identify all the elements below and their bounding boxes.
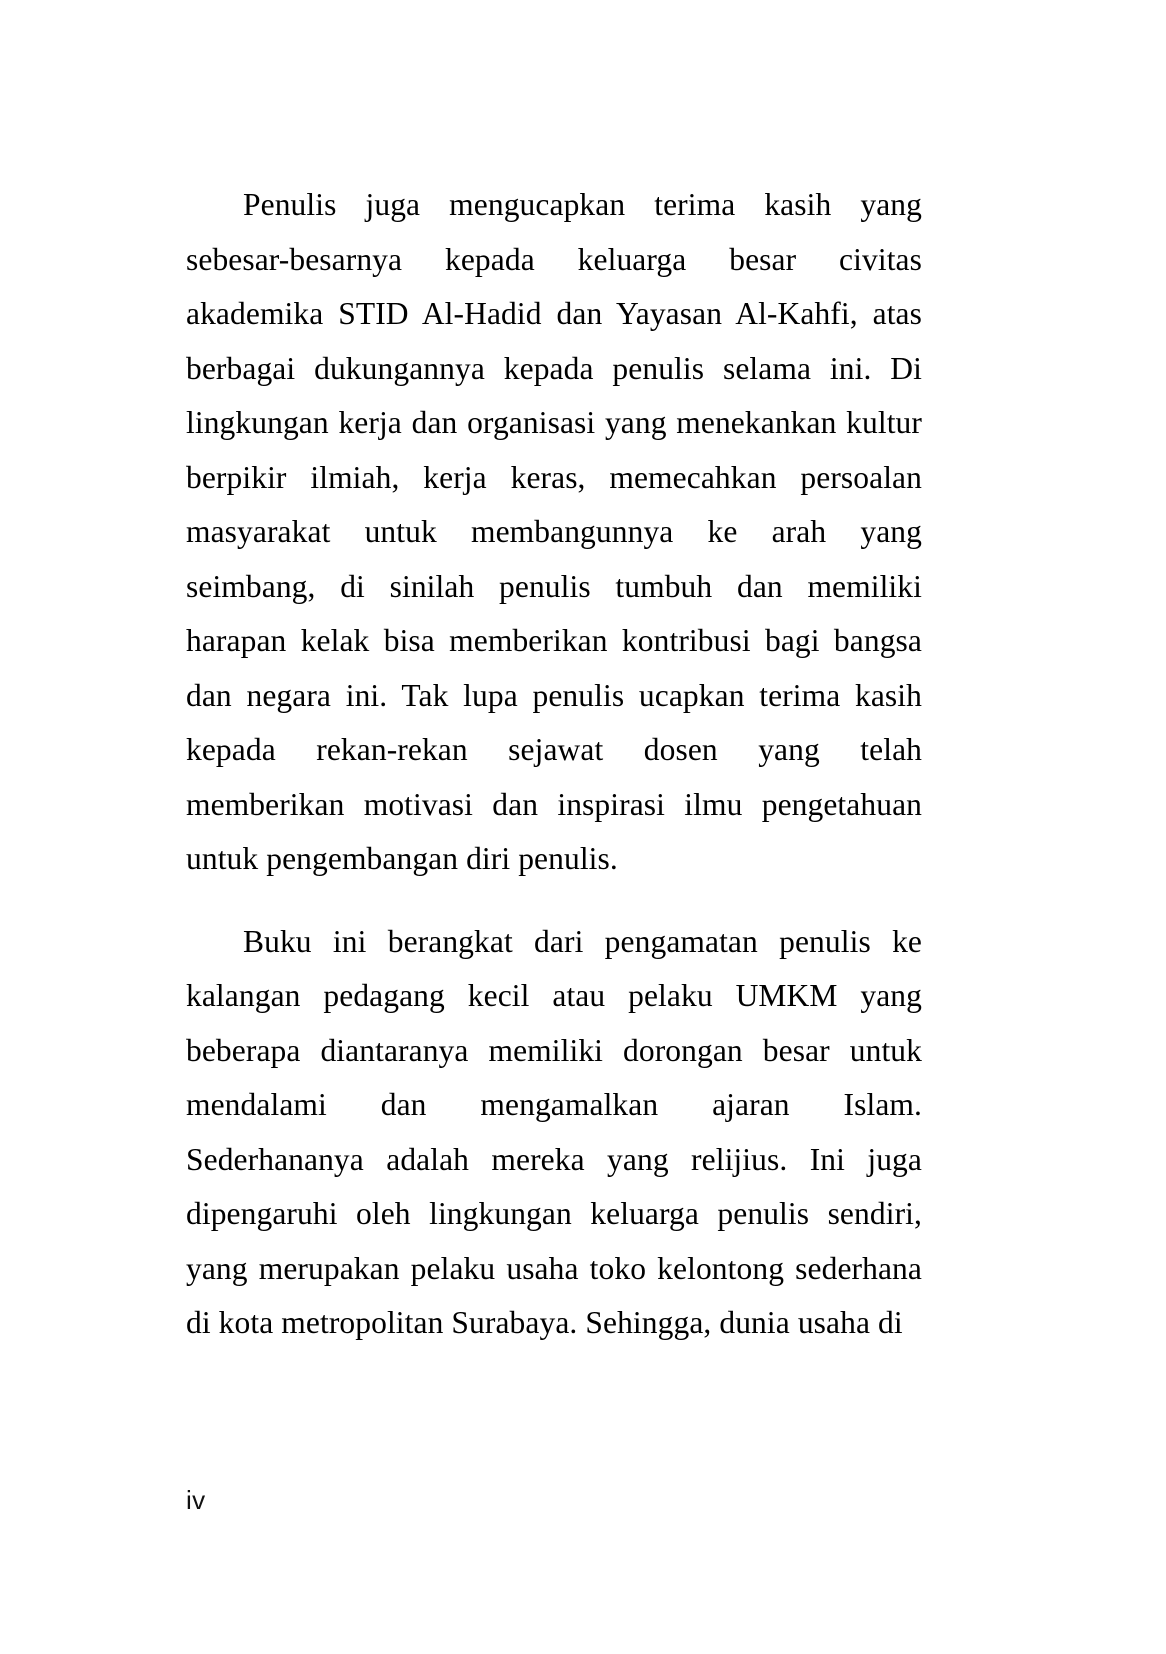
page-text-body xyxy=(186,178,922,1351)
body-paragraph: Penulis juga mengucapkan terima kasih yang sebesar-besarnya kepada keluarga besar civitas akademika STID Al-Hadid dan Yayasan Al-Kahfi, atas berbagai dukungannya kepada penulis selama ini. Di lingkungan kerja dan organisasi yang menekankan kultur berpikir ilmiah, kerja keras, memecahkan persoalan masyarakat untuk membangunnya ke arah yang seimbang, di sinilah penulis tumbuh dan memiliki harapan kelak bisa memberikan kontribusi bagi bangsa dan negara ini. Tak lupa penulis ucapkan terima kasih kepada rekan-rekan sejawat dosen yang telah memberikan motivasi dan inspirasi ilmu pengetahuan untuk pengembangan diri penulis. xyxy=(186,187,922,876)
page-number: iv xyxy=(186,1485,206,1515)
body-paragraph: Buku ini berangkat dari pengamatan penulis ke kalangan pedagang kecil atau pelaku UMKM yang beberapa diantaranya memiliki dorongan besar untuk mendalami dan mengamalkan ajaran Islam. Sederhananya adalah mereka yang relijius. Ini juga dipengaruhi oleh lingkungan keluarga penulis sendiri, yang merupakan pelaku usaha toko kelontong sederhana di kota metropolitan Surabaya. Sehingga, dunia usaha di xyxy=(186,923,922,1340)
